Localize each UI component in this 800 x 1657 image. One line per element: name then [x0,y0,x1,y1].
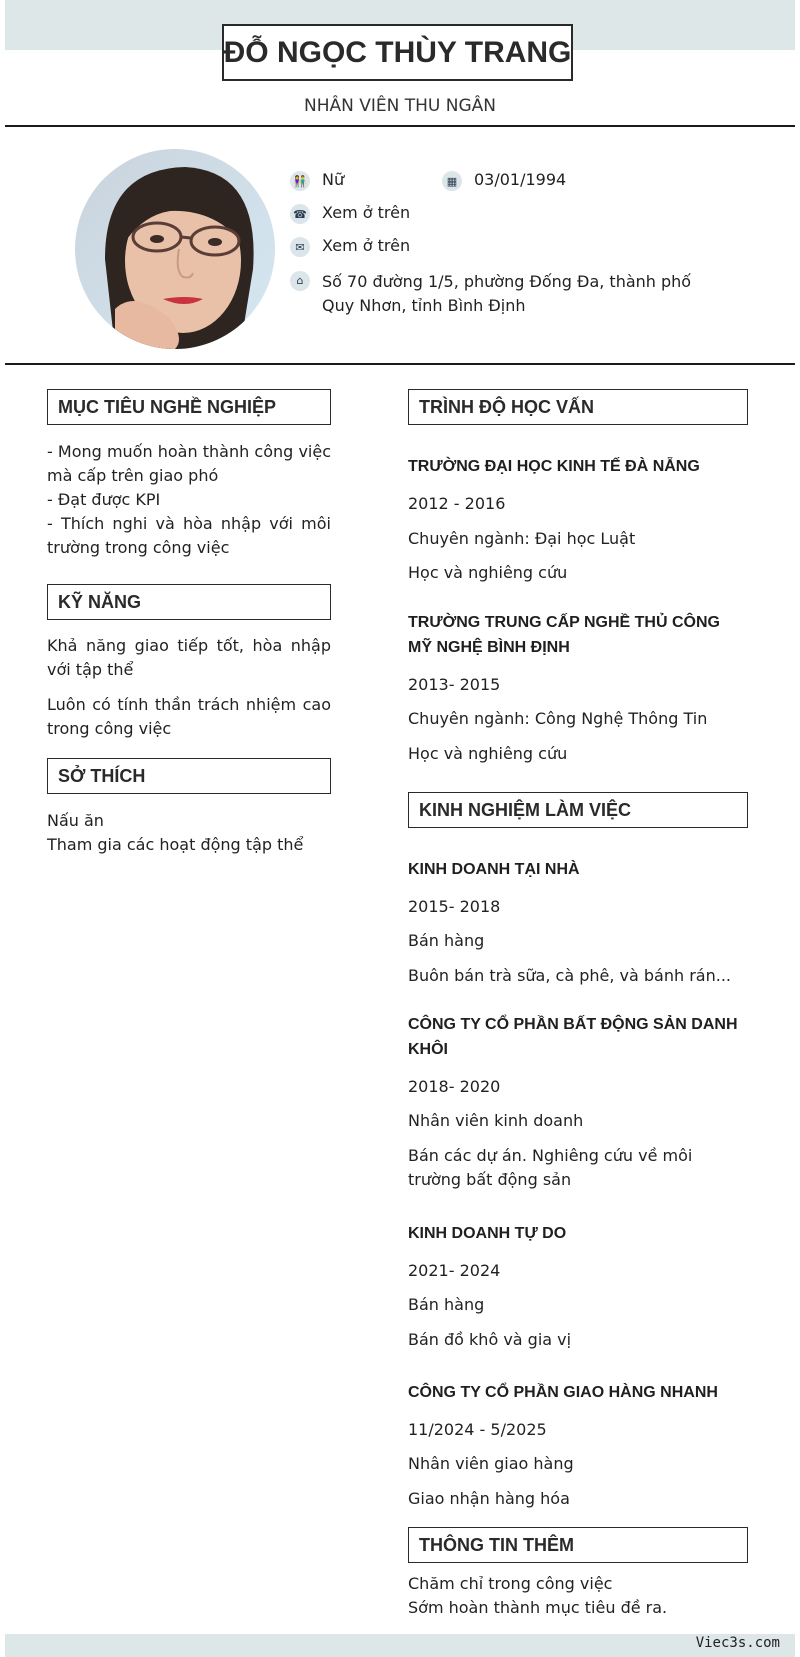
experience-heading: KINH NGHIỆM LÀM VIỆC [408,792,748,828]
experience-period: 11/2024 - 5/2025 [408,1420,547,1439]
experience-detail: Bán các dự án. Nghiêng cứu về môi trường bất động sản [408,1146,693,1189]
education-detail: Học và nghiêng cứu [408,563,568,582]
experience-period: 2018- 2020 [408,1077,501,1096]
education-period: 2013- 2015 [408,675,501,694]
phone-value: Xem ở trên [322,203,411,222]
experience-org: CÔNG TY CỔ PHẦN GIAO HÀNG NHANH [408,1384,718,1401]
skill-item: Luôn có tính thần trách nhiệm cao trong công việc [47,695,331,738]
education-major: Chuyên ngành: Đại học Luật [408,529,636,548]
hobbies-list [47,809,331,857]
education-period: 2012 - 2016 [408,494,506,513]
education-org: TRƯỜNG ĐẠI HỌC KINH TẾ ĐÀ NẴNG [408,458,700,475]
skills-heading: KỸ NĂNG [47,584,331,620]
address-value [322,270,691,318]
home-icon: ⌂ [290,271,310,291]
cv-page [5,0,795,1657]
phone-row [290,203,410,224]
experience-org: KINH DOANH TỰ DO [408,1225,567,1242]
extra-item: Chăm chỉ trong công việc [408,1574,613,1593]
experience-detail: Bán đồ khô và gia vị [408,1330,572,1349]
calendar-icon: ▦ [442,171,462,191]
email-value: Xem ở trên [322,236,411,255]
experience-position: Nhân viên kinh doanh [408,1111,584,1130]
experience-position: Bán hàng [408,1295,485,1314]
gender-value: Nữ [322,170,345,189]
education-org: TRƯỜNG TRUNG CẤP NGHỀ THỦ CÔNG MỸ NGHỆ BÌNH ĐỊNH [408,614,720,656]
address-row [290,270,691,318]
experience-detail: Buôn bán trà sữa, cà phê, và bánh rán... [408,966,731,985]
divider-top [5,125,795,127]
candidate-name: ĐỖ NGỌC THÙY TRANG [222,24,573,81]
objective-item: - Mong muốn hoàn thành công việc mà cấp trên giao phó [47,442,331,485]
experience-position: Bán hàng [408,931,485,950]
hobby-item: Nấu ăn [47,811,104,830]
bottom-band [5,1634,795,1657]
hobby-item: Tham gia các hoạt động tập thể [47,835,304,854]
gender-icon: 👫 [290,171,310,191]
experience-org: KINH DOANH TẠI NHÀ [408,861,580,878]
objective-item: - Thích nghi và hòa nhập với môi trường trong công việc [47,514,331,557]
address-line-2: Quy Nhơn, tỉnh Bình Định [322,296,526,315]
education-major: Chuyên ngành: Công Nghệ Thông Tin [408,709,708,728]
skill-item: Khả năng giao tiếp tốt, hòa nhập với tập thể [47,636,331,679]
hobbies-heading: SỞ THÍCH [47,758,331,794]
divider-middle [5,363,795,365]
education-detail: Học và nghiêng cứu [408,744,568,763]
experience-period: 2021- 2024 [408,1261,501,1280]
phone-icon: ☎ [290,204,310,224]
address-line-1: Số 70 đường 1/5, phường Đống Đa, thành phố [322,272,692,291]
experience-position: Nhân viên giao hàng [408,1454,574,1473]
extra-list [408,1572,748,1620]
email-row [290,236,410,257]
objective-heading: MỤC TIÊU NGHỀ NGHIỆP [47,389,331,425]
experience-detail: Giao nhận hàng hóa [408,1489,570,1508]
gender-row [290,170,344,191]
extra-item: Sớm hoàn thành mục tiêu đề ra. [408,1598,668,1617]
experience-org: CÔNG TY CỔ PHẦN BẤT ĐỘNG SẢN DANH KHÔI [408,1016,738,1058]
experience-period: 2015- 2018 [408,897,501,916]
objective-item: - Đạt được KPI [47,490,161,509]
education-heading: TRÌNH ĐỘ HỌC VẤN [408,389,748,425]
birthday-value: 03/01/1994 [474,170,567,189]
extra-heading: THÔNG TIN THÊM [408,1527,748,1563]
watermark-link[interactable]: Viec3s.com [695,1635,780,1651]
birthday-row [442,170,566,191]
objective-list [47,440,331,560]
job-title: NHÂN VIÊN THU NGÂN [303,96,496,116]
envelope-icon: ✉ [290,237,310,257]
avatar [75,149,275,349]
